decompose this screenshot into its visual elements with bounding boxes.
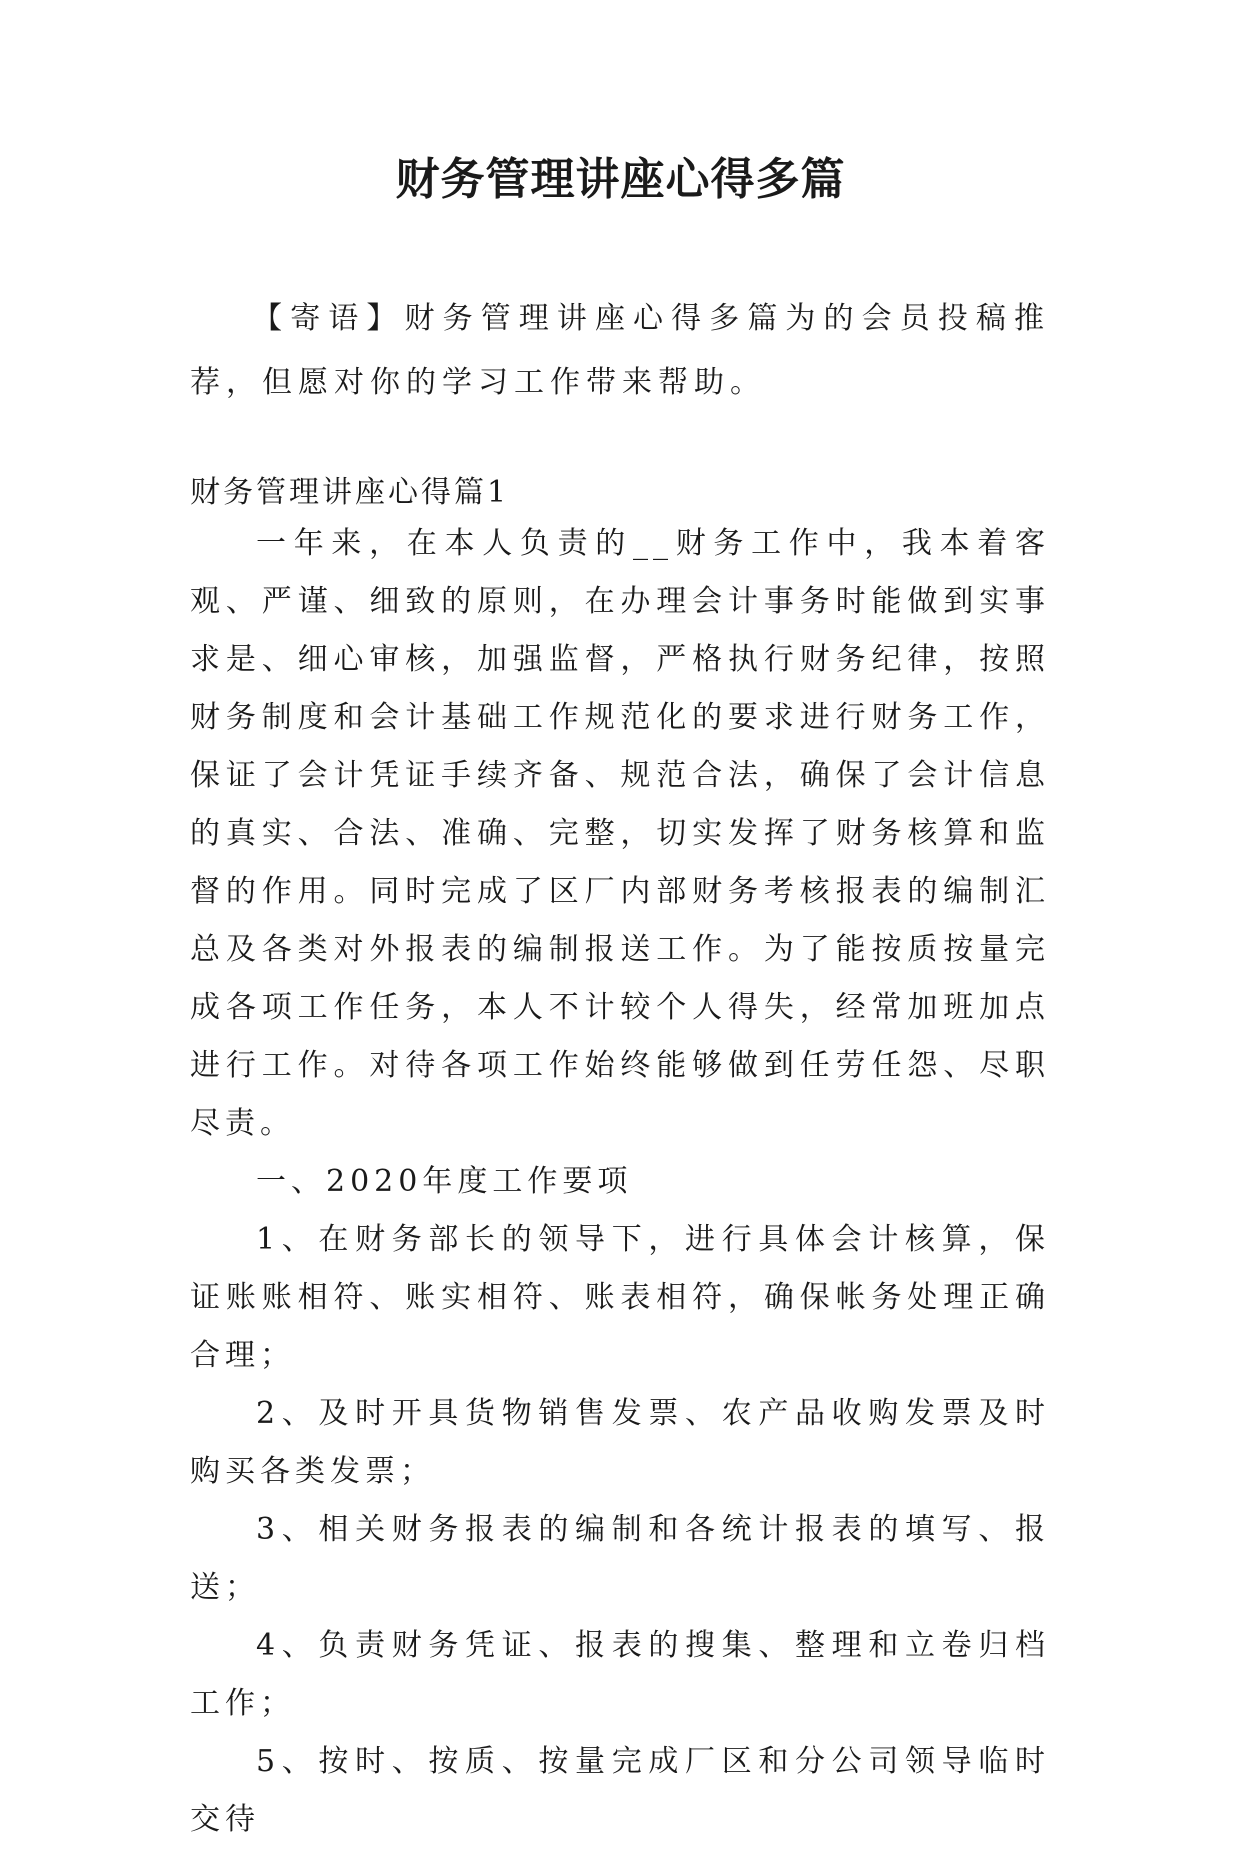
paragraph-item-1: 1、在财务部长的领导下，进行具体会计核算，保证账账相符、账实相符、账表相符，确保帐务处理正确合理；: [190, 1222, 1050, 1373]
body-text: [190, 515, 1050, 1849]
preface-text: 【寄语】财务管理讲座心得多篇为的会员投稿推荐，但愿对你的学习工作带来帮助。: [190, 301, 1050, 400]
document-title: 财务管理讲座心得多篇: [395, 154, 846, 205]
section-heading: 财务管理讲座心得篇1: [190, 475, 510, 510]
paragraph-item-5: 5、按时、按质、按量完成厂区和分公司领导临时交待: [190, 1744, 1050, 1837]
preface-paragraph: [190, 287, 1050, 415]
paragraph-item-4: 4、负责财务凭证、报表的搜集、整理和立卷归档工作；: [190, 1628, 1050, 1721]
paragraph-heading-work-items: 一、2020年度工作要项: [256, 1164, 633, 1199]
paragraph-item-3: 3、相关财务报表的编制和各统计报表的填写、报送；: [190, 1512, 1050, 1605]
paragraph-item-2: 2、及时开具货物销售发票、农产品收购发票及时购买各类发票；: [190, 1396, 1050, 1489]
paragraph-intro: 一年来，在本人负责的__财务工作中，我本着客观、严谨、细致的原则，在办理会计事务时能做到实事求是、细心审核，加强监督，严格执行财务纪律，按照财务制度和会计基础工作规范化的要求进行财务工作，保证了会计凭证手续齐备、规范合法，确保了会计信息的真实、合法、准确、完整，切实发挥了财务核算和监督的作用。同时完成了区厂内部财务考核报表的编制汇总及各类对外报表的编制报送工作。为了能按质按量完成各项工作任务，本人不计较个人得失，经常加班加点进行工作。对待各项工作始终能够做到任劳任怨、尽职尽责。: [190, 526, 1050, 1141]
